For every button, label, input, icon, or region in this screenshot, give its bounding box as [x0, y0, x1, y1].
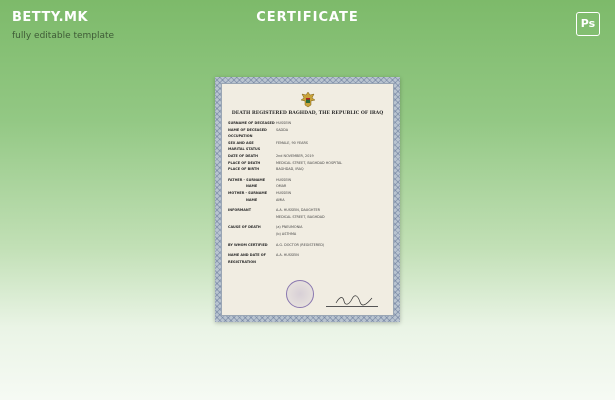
field-value: 2nd NOVEMBER, 2019: [276, 153, 314, 158]
field-row: [228, 153, 387, 160]
field-row: [228, 231, 387, 238]
certificate-paper: [221, 83, 394, 316]
field-value: A.G. DOCTOR (REGISTERED): [276, 242, 325, 247]
field-value: SADDA: [276, 127, 289, 132]
field-row: [228, 166, 387, 173]
field-label: NAME AND DATE OF REGISTRATION: [228, 253, 266, 264]
field-value: A.A. HUSSEIN, DAUGHTER: [276, 208, 321, 213]
field-value: HUSSEIN: [276, 121, 292, 125]
field-row: [228, 140, 387, 147]
eagle-emblem-icon: [300, 91, 316, 108]
field-label: FATHER - SURNAME: [228, 177, 266, 182]
field-value: BAGHDAD, IRAQ: [276, 167, 304, 172]
field-row: [228, 252, 387, 265]
signature-icon: [334, 294, 374, 306]
field-value: OMAR: [276, 184, 287, 189]
field-row: [228, 242, 387, 249]
field-label: [228, 231, 276, 238]
field-label: NAME: [246, 197, 258, 202]
field-label: PLACE OF DEATH: [228, 160, 261, 165]
field-row: [228, 224, 387, 231]
signature-line: [326, 306, 378, 307]
field-value: HUSSEIN: [276, 177, 292, 182]
seal-stamp-icon: [286, 280, 314, 308]
field-label: MOTHER - SURNAME: [228, 190, 268, 195]
field-label: [228, 214, 276, 221]
field-value: AMIA: [276, 197, 285, 202]
field-label: SEX AND AGE: [228, 140, 254, 145]
field-label: NAME OF DECEASED: [228, 127, 267, 132]
field-value: FEMALE, 90 YEARS: [276, 140, 308, 145]
field-value: (b) ASTHMA: [276, 231, 297, 236]
field-row: [228, 146, 387, 153]
photoshop-icon: Ps: [576, 12, 600, 36]
field-row: [228, 183, 387, 190]
brand-tagline: fully editable template: [12, 31, 115, 41]
field-value: HUSSEIN: [276, 190, 292, 195]
field-value: [276, 146, 387, 153]
field-row: [228, 177, 387, 184]
field-label: BY WHOM CERTIFIED: [228, 242, 268, 247]
field-row: [228, 207, 387, 214]
field-label: MARITAL STATUS: [228, 147, 261, 152]
field-label: NAME: [246, 184, 258, 189]
field-value: A.A. HUSSEIN: [276, 253, 299, 258]
field-row: [228, 190, 387, 197]
field-row: [228, 214, 387, 221]
field-label: CAUSE OF DEATH: [228, 225, 261, 230]
field-value: MEDICAL STREET, BAGHDAD: [276, 214, 325, 219]
field-row: [228, 120, 387, 127]
certificate-fields: [228, 120, 387, 265]
field-value: MEDICAL STREET, BAGHDAD HOSPITAL: [276, 160, 343, 165]
field-label: SURNAME OF DECEASED: [228, 121, 275, 125]
field-row: [228, 197, 387, 204]
field-value: (a) PNEUMONIA: [276, 225, 303, 230]
certificate-preview: [215, 77, 400, 322]
field-label: INFORMANT: [228, 208, 252, 213]
field-label: OCCUPATION: [228, 134, 253, 139]
field-label: DATE OF DEATH: [228, 153, 259, 158]
field-row: [228, 160, 387, 167]
field-label: PLACE OF BIRTH: [228, 167, 260, 172]
page-title: CERTIFICATE: [256, 10, 359, 25]
field-value: [276, 133, 387, 140]
brand-name: BETTY.MK: [12, 10, 89, 25]
field-row: [228, 133, 387, 140]
certificate-heading: DEATH REGISTERED BAGHDAD, THE REPUBLIC OF IRAQ: [231, 111, 384, 116]
field-row: [228, 127, 387, 134]
